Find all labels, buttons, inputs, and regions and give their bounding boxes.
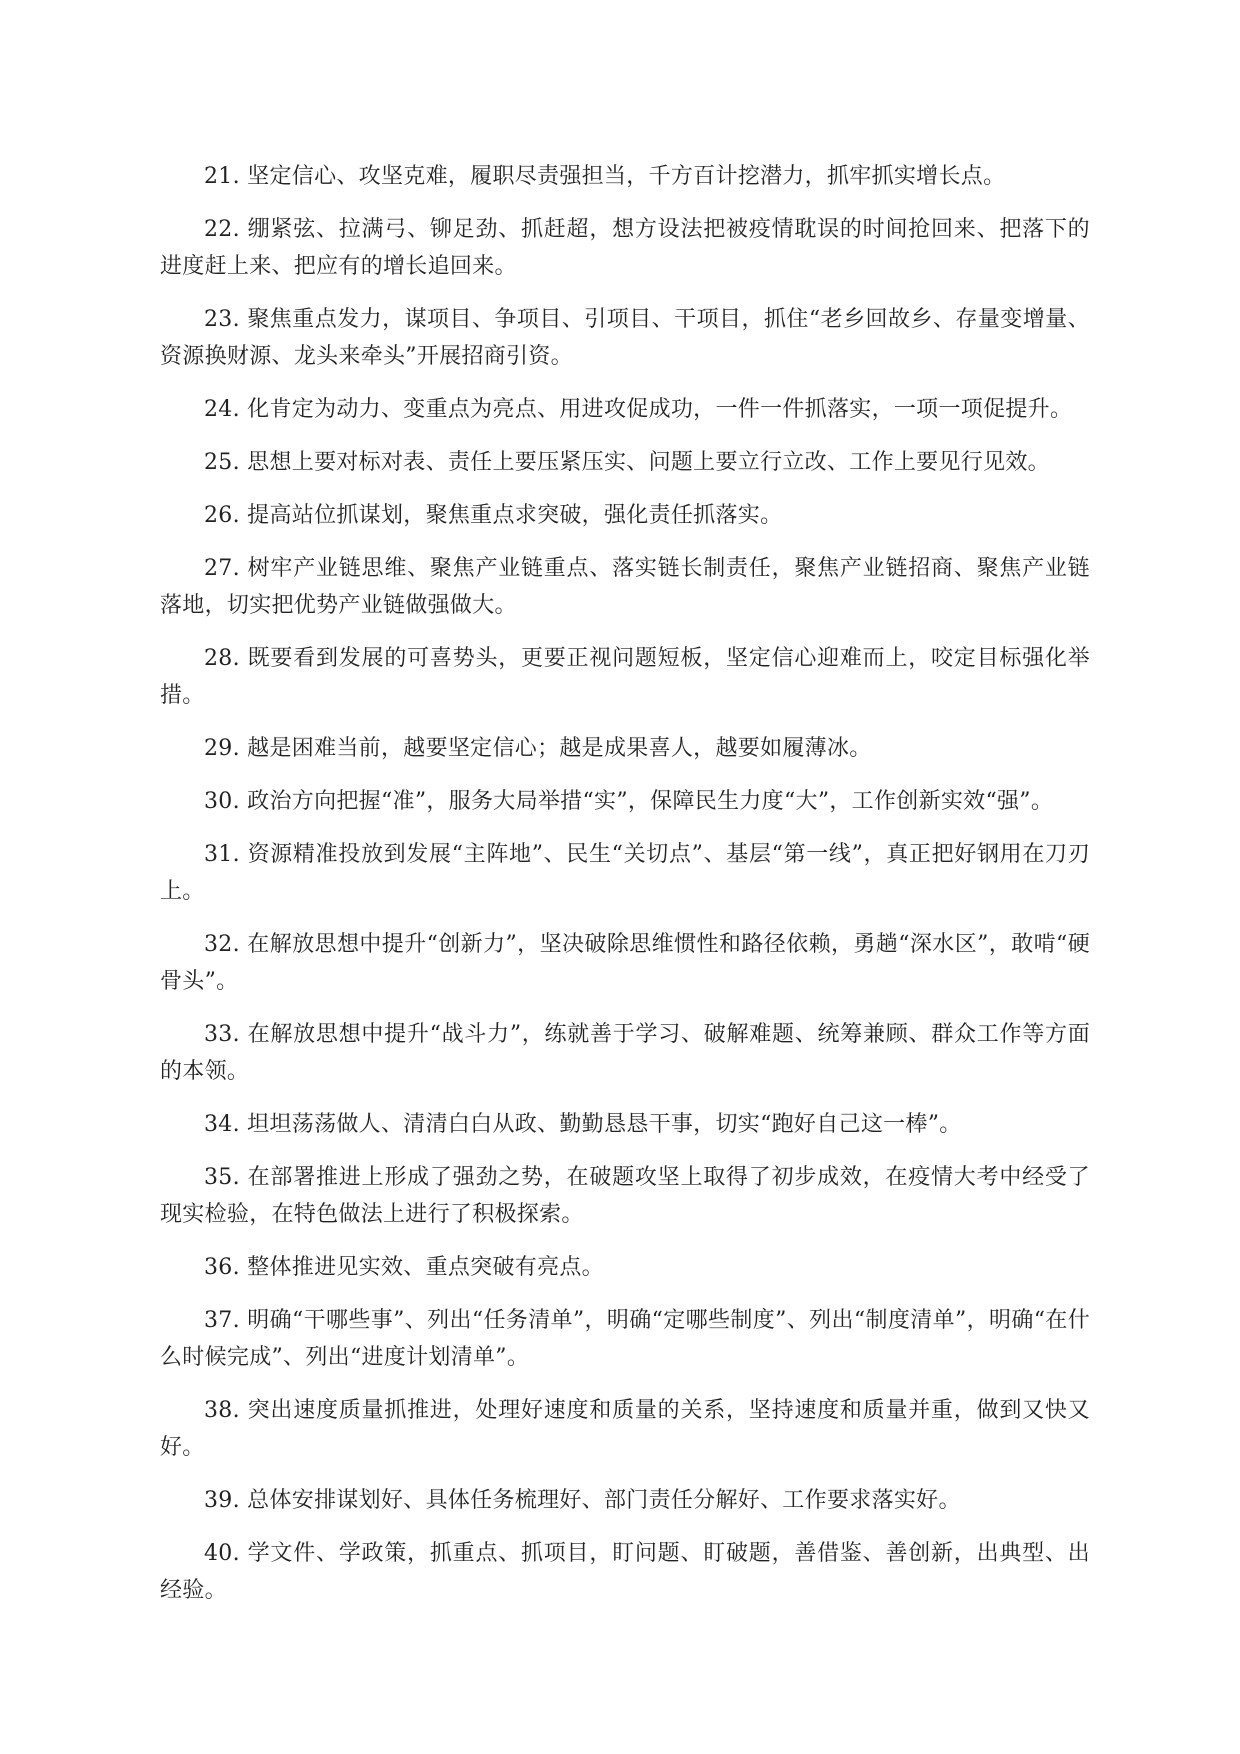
list-item-22: 22. 绷紧弦、拉满弓、铆足劲、抓赶超，想方设法把被疫情耽误的时间抢回来、把落下的进度赶上来、把应有的增长追回来。 bbox=[160, 217, 1090, 279]
list-item-27: 27. 树牢产业链思维、聚焦产业链重点、落实链长制责任，聚焦产业链招商、聚焦产业链落地，切实把优势产业链做强做大。 bbox=[160, 556, 1090, 618]
list-item-38: 38. 突出速度质量抓推进，处理好速度和质量的关系，坚持速度和质量并重，做到又快又好。 bbox=[160, 1398, 1090, 1460]
list-item-30: 30. 政治方向把握“准”，服务大局举措“实”，保障民生力度“大”，工作创新实效“强”。 bbox=[204, 789, 1054, 814]
list-item-32: 32. 在解放思想中提升“创新力”，坚决破除思维惯性和路径依赖，勇趟“深水区”，敢啃“硬骨头”。 bbox=[160, 932, 1090, 994]
list-item-29: 29. 越是困难当前，越要坚定信心；越是成果喜人，越要如履薄冰。 bbox=[204, 736, 872, 761]
list-item-36: 36. 整体推进见实效、重点突破有亮点。 bbox=[204, 1255, 604, 1280]
list-item-31: 31. 资源精准投放到发展“主阵地”、民生“关切点”、基层“第一线”，真正把好钢用在刀刃上。 bbox=[160, 842, 1090, 904]
list-item-24: 24. 化肯定为动力、变重点为亮点、用进攻促成功，一件一件抓落实，一项一项促提升。 bbox=[204, 397, 1073, 422]
list-item-37: 37. 明确“干哪些事”、列出“任务清单”，明确“定哪些制度”、列出“制度清单”，明确“在什么时候完成”、列出“进度计划清单”。 bbox=[160, 1308, 1090, 1370]
list-item-35: 35. 在部署推进上形成了强劲之势，在破题攻坚上取得了初步成效，在疫情大考中经受了现实检验，在特色做法上进行了积极探索。 bbox=[160, 1165, 1090, 1227]
list-item-40: 40. 学文件、学政策，抓重点、抓项目，盯问题、盯破题，善借鉴、善创新，出典型、出经验。 bbox=[160, 1541, 1090, 1603]
list-item-28: 28. 既要看到发展的可喜势头，更要正视问题短板，坚定信心迎难而上，咬定目标强化举措。 bbox=[160, 646, 1090, 708]
list-item-21: 21. 坚定信心、攻坚克难，履职尽责强担当，千方百计挖潜力，抓牢抓实增长点。 bbox=[204, 164, 1006, 189]
list-item-26: 26. 提高站位抓谋划，聚焦重点求突破，强化责任抓落实。 bbox=[204, 503, 783, 528]
list-item-33: 33. 在解放思想中提升“战斗力”，练就善于学习、破解难题、统筹兼顾、群众工作等方面的本领。 bbox=[160, 1022, 1090, 1084]
list-item-39: 39. 总体安排谋划好、具体任务梳理好、部门责任分解好、工作要求落实好。 bbox=[204, 1488, 961, 1513]
document-body bbox=[160, 158, 1090, 1625]
list-item-23: 23. 聚焦重点发力，谋项目、争项目、引项目、干项目，抓住“老乡回故乡、存量变增量、资源换财源、龙头来牵头”开展招商引资。 bbox=[160, 307, 1090, 369]
list-item-34: 34. 坦坦荡荡做人、清清白白从政、勤勤恳恳干事，切实“跑好自己这一棒”。 bbox=[204, 1112, 962, 1137]
list-item-25: 25. 思想上要对标对表、责任上要压紧压实、问题上要立行立改、工作上要见行见效。 bbox=[204, 450, 1050, 475]
